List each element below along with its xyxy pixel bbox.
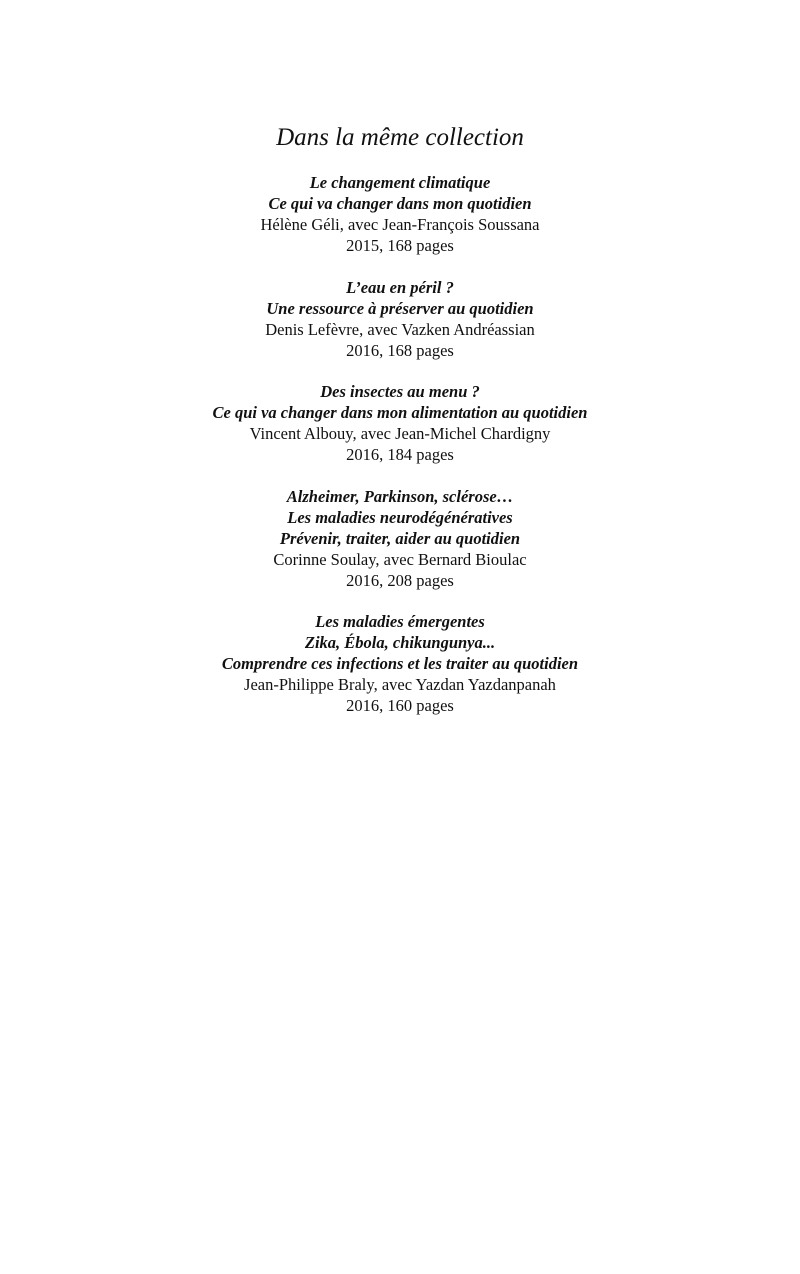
book-entry — [0, 486, 800, 591]
book-subtitle: Comprendre ces infections et les traiter au quotidien — [221, 654, 579, 673]
page-heading: Dans la même collection — [276, 124, 524, 151]
book-title: Des insectes au menu ? — [320, 382, 480, 401]
book-meta: 2016, 168 pages — [346, 341, 454, 360]
book-subtitle: Les maladies neurodégénératives — [287, 508, 513, 527]
book-title: Le changement climatique — [309, 173, 491, 192]
book-authors: Corinne Soulay, avec Bernard Bioulac — [273, 550, 527, 569]
book-subtitle: Ce qui va changer dans mon alimentation au quotidien — [212, 403, 588, 422]
book-authors: Denis Lefèvre, avec Vazken Andréassian — [265, 320, 535, 339]
book-subtitle: Ce qui va changer dans mon quotidien — [268, 194, 532, 213]
book-title: L’eau en péril ? — [346, 278, 454, 297]
book-meta: 2016, 208 pages — [346, 571, 454, 590]
book-title: Les maladies émergentes — [315, 612, 485, 631]
book-entry — [0, 381, 800, 465]
book-meta: 2016, 160 pages — [346, 696, 454, 715]
book-meta: 2015, 168 pages — [346, 236, 454, 255]
book-title: Alzheimer, Parkinson, sclérose… — [286, 487, 514, 506]
book-subtitle: Zika, Ébola, chikungunya... — [304, 633, 496, 652]
book-authors: Jean-Philippe Braly, avec Yazdan Yazdanpanah — [244, 675, 556, 694]
book-meta: 2016, 184 pages — [346, 445, 454, 464]
book-entry — [0, 277, 800, 361]
book-authors: Hélène Géli, avec Jean-François Soussana — [260, 215, 540, 234]
book-entry — [0, 172, 800, 256]
book-authors: Vincent Albouy, avec Jean-Michel Chardigny — [249, 424, 551, 443]
book-subtitle: Une ressource à préserver au quotidien — [266, 299, 534, 318]
book-entry — [0, 611, 800, 716]
book-subtitle: Prévenir, traiter, aider au quotidien — [279, 529, 521, 548]
